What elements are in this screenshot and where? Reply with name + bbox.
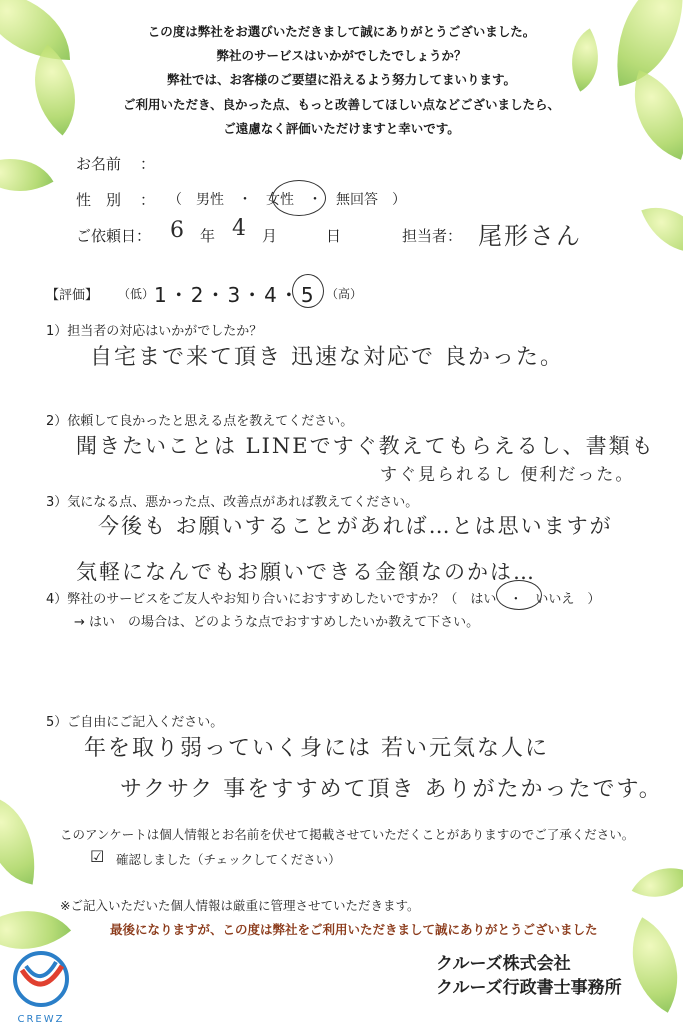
rating-scale: 1・2・3・4・5 (154, 283, 316, 307)
logo-text: CREWZ (17, 1014, 65, 1025)
leaf-decoration (0, 795, 46, 884)
question-4-followup: → はい の場合は、どのような点でおすすめしたいか教えて下さい。 (74, 615, 480, 630)
answer-1-line: 自宅まで来て頂き 迅速な対応で 良かった。 (90, 345, 564, 370)
staff-label: 担当者： (402, 227, 463, 245)
question-2: 2）依頼して良かったと思える点を教えてください。 (46, 414, 354, 429)
gender-options: （ 男性 ・ 女性 ・ 無回答 ） (168, 192, 406, 208)
leaf-decoration (632, 852, 683, 913)
question-5: 5）ご自由にご記入ください。 (46, 715, 224, 730)
name-label: お名前 (76, 155, 122, 173)
day-unit: 日 (326, 227, 342, 245)
gender-colon: ： (140, 191, 156, 209)
office-name: クルーズ行政書士事務所 (436, 978, 622, 998)
year-unit: 年 (200, 227, 216, 245)
date-year-value: 6 (170, 218, 186, 243)
leaf-decoration (0, 138, 53, 211)
leaf-decoration (641, 193, 683, 266)
name-colon: ： (140, 155, 156, 173)
rating-label: 【評価】 (46, 288, 99, 303)
intro-line: 弊社では、お客様のご要望に沿えるよう努力してまいります。 (166, 72, 516, 87)
gender-selected-circle (272, 180, 326, 216)
intro-line: ご遠慮なく評価いただけますと幸いです。 (223, 121, 460, 136)
logo-mark-icon (6, 948, 76, 1010)
answer-2-line: 聞きたいことは LINEですぐ教えてもらえるし、書類も (76, 434, 655, 458)
intro-line: 弊社のサービスはいかがでしたでしょうか？ (216, 48, 467, 63)
intro-line: この度は弊社をお選びいただきまして誠にありがとうございました。 (147, 24, 536, 39)
rating-low: （低） (118, 287, 155, 301)
consent-checkbox[interactable]: ☑ (90, 847, 105, 866)
answer-2-line: すぐ見られるし 便利だった。 (380, 465, 635, 485)
month-unit: 月 (262, 227, 278, 245)
question-3: 3）気になる点、悪かった点、改善点があれば教えてください。 (46, 495, 419, 510)
leaf-decoration (607, 917, 683, 1013)
date-month-value: 4 (232, 216, 248, 241)
company-name: クルーズ株式会社 (436, 954, 571, 974)
rating-selected-circle (292, 274, 324, 308)
q4-selected-circle (496, 580, 542, 610)
consent-note: このアンケートは個人情報とお名前を伏せて掲載させていただくことがありますのでご了承ください。 (60, 827, 635, 842)
staff-value: 尾形さん (478, 222, 582, 250)
answer-3-line: 気軽になんでもお願いできる金額なのかは… (76, 560, 536, 584)
answer-5-line: サクサク 事をすすめて頂き ありがたかったです。 (120, 777, 663, 802)
answer-3-line: 今後も お願いすることがあれば…とは思いますが (98, 514, 613, 538)
rating-high: （高） (326, 287, 363, 301)
privacy-note: ※ご記入いただいた個人情報は厳重に管理させていただきます。 (60, 898, 420, 913)
answer-5-line: 年を取り弱っていく身には 若い元気な人に (84, 736, 549, 761)
closing-thanks: 最後になりますが、この度は弊社をご利用いただきまして誠にありがとうございました (110, 922, 598, 937)
gender-label: 性 別 (76, 191, 122, 209)
consent-checkbox-label: 確認しました（チェックしてください） (116, 852, 341, 867)
company-logo (6, 948, 76, 1024)
question-1: 1）担当者の対応はいかがでしたか？ (46, 324, 263, 339)
date-label: ご依頼日： (76, 227, 152, 245)
intro-line: ご利用いただき、良かった点、もっと改善してほしい点などございましたら、 (122, 97, 560, 112)
question-4: 4）弊社のサービスをご友人やお知り合いにおすすめしたいですか？（ はい ・ いいえ ） (46, 592, 601, 607)
